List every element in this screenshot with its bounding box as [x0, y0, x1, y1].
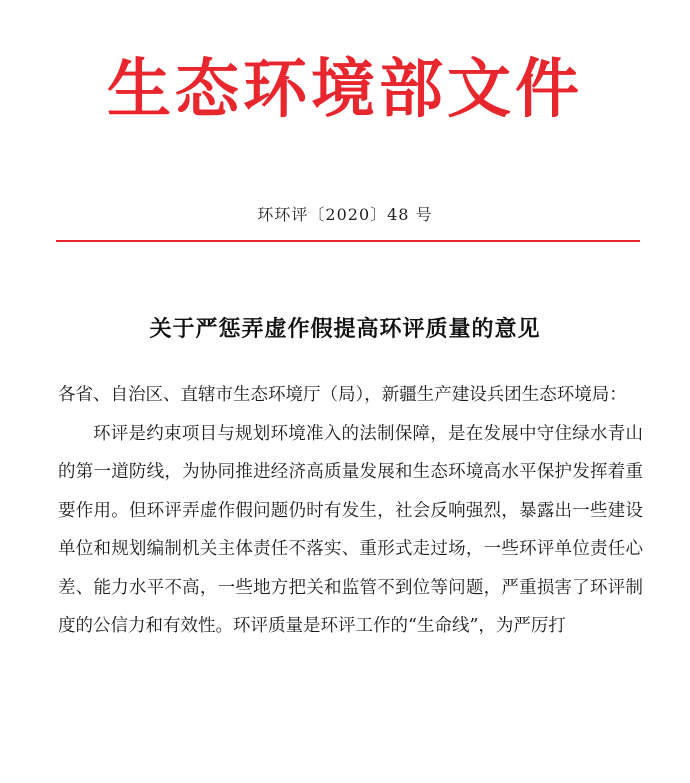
document-body	[58, 376, 643, 646]
document-title: 关于严惩弄虚作假提高环评质量的意见	[149, 316, 541, 342]
document-header-title: 生态环境部文件	[107, 52, 583, 127]
salutation-paragraph: 各省、自治区、直辖市生态环境厅（局），新疆生产建设兵团生态环境局：	[58, 385, 627, 405]
document-number: 环环评〔2020〕48 号	[257, 205, 433, 224]
body-paragraph: 环评是约束项目与规划环境准入的法制保障，是在发展中守住绿水青山的第一道防线，为协同推进经济高质量发展和生态环境高水平保护发挥着重要作用。但环评弄虚作假问题仍时有发生，社会反响强烈，暴露出一些建设单位和规划编制机关主体责任不落实、重形式走过场，一些环评单位责任心差、能力水平不高，一些地方把关和监管不到位等问题，严重损害了环评制度的公信力和有效性。环评质量是环评工作的“生命线”，为严厉打	[58, 423, 643, 636]
red-divider-line	[56, 240, 640, 242]
